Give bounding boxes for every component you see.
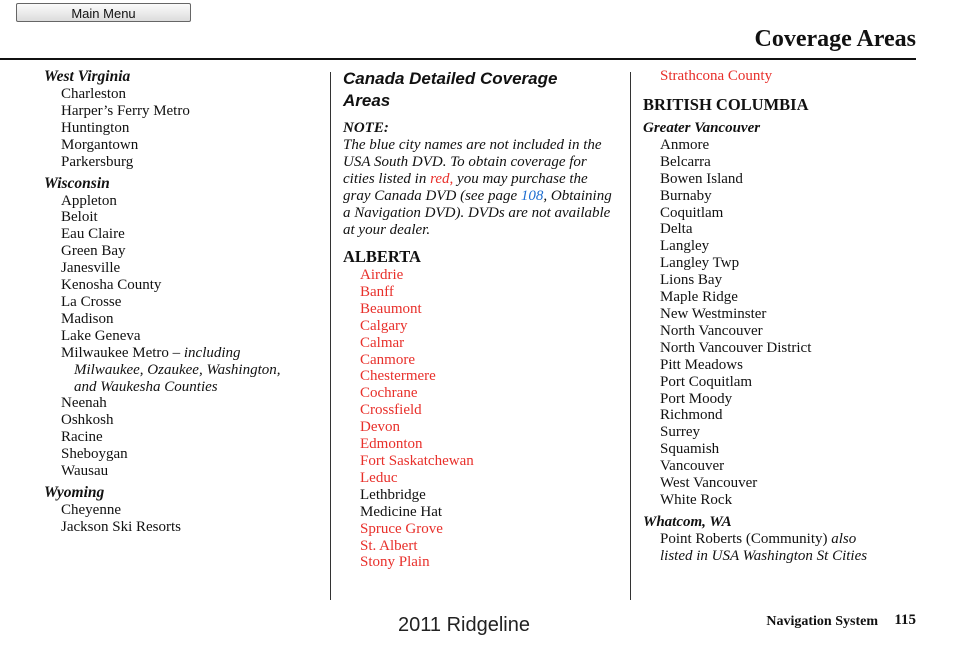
list-item: Anmore: [660, 136, 710, 153]
list-item: St. Albert: [360, 537, 418, 554]
province-heading-alberta: ALBERTA: [343, 247, 421, 266]
state-heading-wisconsin: Wisconsin: [44, 174, 110, 192]
list-item: Burnaby: [660, 187, 712, 204]
list-item: Medicine Hat: [360, 503, 443, 520]
list-item: Port Coquitlam: [660, 373, 753, 390]
list-item: North Vancouver: [660, 322, 763, 339]
province-heading-british-columbia: BRITISH COLUMBIA: [643, 94, 809, 114]
list-item: Chestermere: [360, 368, 436, 385]
list-item: Wausau: [61, 463, 109, 480]
list-item: Leduc: [360, 469, 398, 486]
list-item: Bowen Island: [660, 170, 743, 187]
page-title: Coverage Areas: [754, 26, 916, 52]
list-item: Jackson Ski Resorts: [61, 518, 181, 535]
list-item: Oshkosh: [61, 412, 114, 429]
column-divider-2: [630, 72, 631, 600]
list-item: Airdrie: [360, 267, 404, 283]
state-heading-west-virginia: West Virginia: [44, 68, 131, 85]
list-item: Richmond: [660, 407, 723, 424]
list-item: Fort Saskatchewan: [360, 452, 474, 469]
list-item: Lethbridge: [360, 486, 426, 503]
list-item: Appleton: [61, 192, 117, 209]
note-label: NOTE:: [343, 120, 389, 136]
page-link[interactable]: 108: [520, 188, 544, 204]
list-item: Eau Claire: [61, 226, 125, 243]
section-heading: Canada Detailed Coverage Areas: [343, 69, 558, 110]
city-list-greater-vancouver: [643, 137, 923, 509]
list-item: Maple Ridge: [660, 289, 738, 306]
list-item: Coquitlam: [660, 204, 724, 221]
list-item: Squamish: [660, 441, 720, 458]
list-item: Milwaukee Metro – including: [61, 344, 241, 361]
main-menu-button[interactable]: Main Menu: [16, 3, 191, 22]
column-divider-1: [330, 72, 331, 600]
state-heading-wyoming: Wyoming: [44, 483, 105, 501]
column-1: [44, 68, 324, 536]
list-item: Beloit: [61, 209, 98, 226]
city-list-wisconsin-cont: [44, 395, 324, 480]
list-item: Parkersburg: [61, 153, 134, 170]
list-item: Charleston: [61, 86, 126, 102]
region-heading-whatcom: Whatcom, WA: [643, 513, 732, 530]
list-item: Sheboygan: [61, 446, 128, 463]
list-item: Morgantown: [61, 136, 139, 153]
list-item: Green Bay: [61, 243, 126, 260]
list-item: North Vancouver District: [660, 339, 812, 356]
list-item: Delta: [660, 221, 693, 238]
list-item: Stony Plain: [360, 554, 430, 571]
list-item: Langley: [660, 238, 710, 255]
watermark: 2011 Ridgeline: [398, 614, 530, 636]
list-item: Strathcona County: [660, 68, 773, 84]
list-item-note: listed in USA Washington St Cities: [660, 547, 868, 564]
list-item-sub: Milwaukee, Ozaukee, Washington,: [74, 361, 281, 378]
list-item: Racine: [61, 429, 103, 446]
list-item: West Vancouver: [660, 475, 758, 492]
list-item: Pitt Meadows: [660, 356, 743, 373]
list-item: White Rock: [660, 491, 733, 508]
list-item: Point Roberts (Community) also: [660, 530, 857, 547]
list-item: Lions Bay: [660, 272, 723, 289]
list-item: Canmore: [360, 351, 415, 368]
list-item: Kenosha County: [61, 277, 162, 294]
list-item: Calmar: [360, 334, 405, 351]
list-item: Port Moody: [660, 390, 733, 407]
column-3: [643, 68, 923, 565]
list-item: Calgary: [360, 317, 408, 334]
list-item: Lake Geneva: [61, 327, 141, 344]
list-item: Janesville: [61, 260, 121, 277]
list-item: Belcarra: [660, 153, 711, 170]
list-item: Langley Twp: [660, 255, 740, 272]
city-list-alberta: [343, 267, 623, 571]
list-item: Cochrane: [360, 385, 418, 402]
list-item: Beaumont: [360, 300, 422, 317]
footer-label: Navigation System: [766, 614, 878, 629]
city-list-west-virginia: [44, 86, 324, 171]
list-item: Huntington: [61, 119, 130, 136]
list-item: Vancouver: [660, 458, 725, 475]
list-item-sub: and Waukesha Counties: [74, 378, 218, 395]
note-text: The blue city names are not included in the USA South DVD. To obtain coverage for cities listed in red, you may purchase the gray Canada DVD (see page 108, Obtaining a Navigation DVD). DVDs are not available at your dealer.: [343, 137, 612, 238]
region-heading-greater-vancouver: Greater Vancouver: [643, 119, 761, 136]
title-rule: [0, 58, 916, 60]
list-item: Cheyenne: [61, 501, 121, 518]
list-item: Devon: [360, 419, 400, 436]
list-item: Neenah: [61, 395, 107, 412]
list-item: Banff: [360, 283, 394, 300]
list-item: La Crosse: [61, 293, 122, 310]
list-item: Harper’s Ferry Metro: [61, 102, 190, 119]
list-item: Spruce Grove: [360, 520, 443, 537]
list-item: Surrey: [660, 424, 700, 441]
list-item: Crossfield: [360, 402, 422, 419]
list-item: Edmonton: [360, 436, 423, 453]
column-2: [343, 68, 623, 571]
list-item: Madison: [61, 310, 114, 327]
page-number: 115: [894, 612, 916, 628]
city-list-wisconsin: [44, 193, 324, 345]
list-item: New Westminster: [660, 305, 767, 322]
city-list-wyoming: [44, 502, 324, 536]
